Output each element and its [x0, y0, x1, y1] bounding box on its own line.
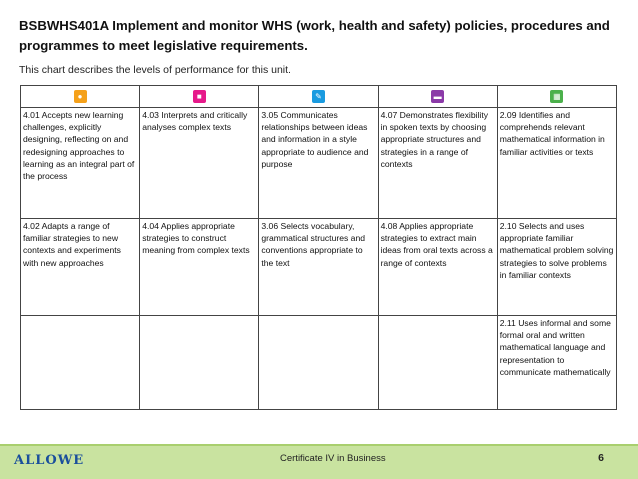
learning-icon: ● [74, 90, 87, 103]
table-cell: 3.05 Communicates relationships between ideas and information in a style appropriate to audience and purpose [259, 108, 378, 219]
table-cell [140, 316, 259, 410]
writing-icon: ✎ [312, 90, 325, 103]
table-cell: 2.11 Uses informal and some formal oral and written mathematical language and representation to communicate mathematically [497, 316, 616, 410]
icon-header-row [21, 86, 617, 108]
table-cell: 4.04 Applies appropriate strategies to construct meaning from complex texts [140, 219, 259, 316]
table-cell [259, 316, 378, 410]
table-cell: 4.03 Interprets and critically analyses complex texts [140, 108, 259, 219]
table-cell: 2.09 Identifies and comprehends relevant mathematical information in familiar activities or texts [497, 108, 616, 219]
table-row [21, 108, 617, 219]
header-cell-oral [378, 86, 497, 108]
table-cell: 4.07 Demonstrates flexibility in spoken texts by choosing appropriate structures and strategies in a range of contexts [378, 108, 497, 219]
table-row [21, 219, 617, 316]
allowe-logo: ALLOWE [14, 453, 85, 468]
table-row [21, 316, 617, 410]
header-cell-learning [21, 86, 140, 108]
table-cell [21, 316, 140, 410]
header-cell-writing [259, 86, 378, 108]
footer-course-title: Certificate IV in Business [280, 453, 386, 464]
table-cell: 3.06 Selects vocabulary, grammatical structures and conventions appropriate to the text [259, 219, 378, 316]
table-cell: 4.01 Accepts new learning challenges, explicitly designing, reflecting on and redesigning approaches to learning as an integral part of the process [21, 108, 140, 219]
header-cell-reading [140, 86, 259, 108]
footer-bar [0, 444, 638, 479]
table-cell: 2.10 Selects and uses appropriate familiar mathematical problem solving strategies to solve problems in familiar contexts [497, 219, 616, 316]
table-cell: 4.08 Applies appropriate strategies to extract main ideas from oral texts across a range of contexts [378, 219, 497, 316]
oral-communication-icon: ▬ [431, 90, 444, 103]
footer-divider [0, 444, 638, 446]
performance-table [20, 85, 617, 410]
table-cell: 4.02 Adapts a range of familiar strategies to new contexts and experiments with new approaches [21, 219, 140, 316]
reading-icon: ■ [193, 90, 206, 103]
header-cell-numeracy [497, 86, 616, 108]
page-number: 6 [598, 452, 604, 464]
numeracy-icon: ▦ [550, 90, 563, 103]
table-cell [378, 316, 497, 410]
page-subtitle: This chart describes the levels of performance for this unit. [19, 64, 291, 76]
page-title: BSBWHS401A Implement and monitor WHS (work, health and safety) policies, procedures and programmes to meet legislative requirements. [19, 18, 610, 53]
